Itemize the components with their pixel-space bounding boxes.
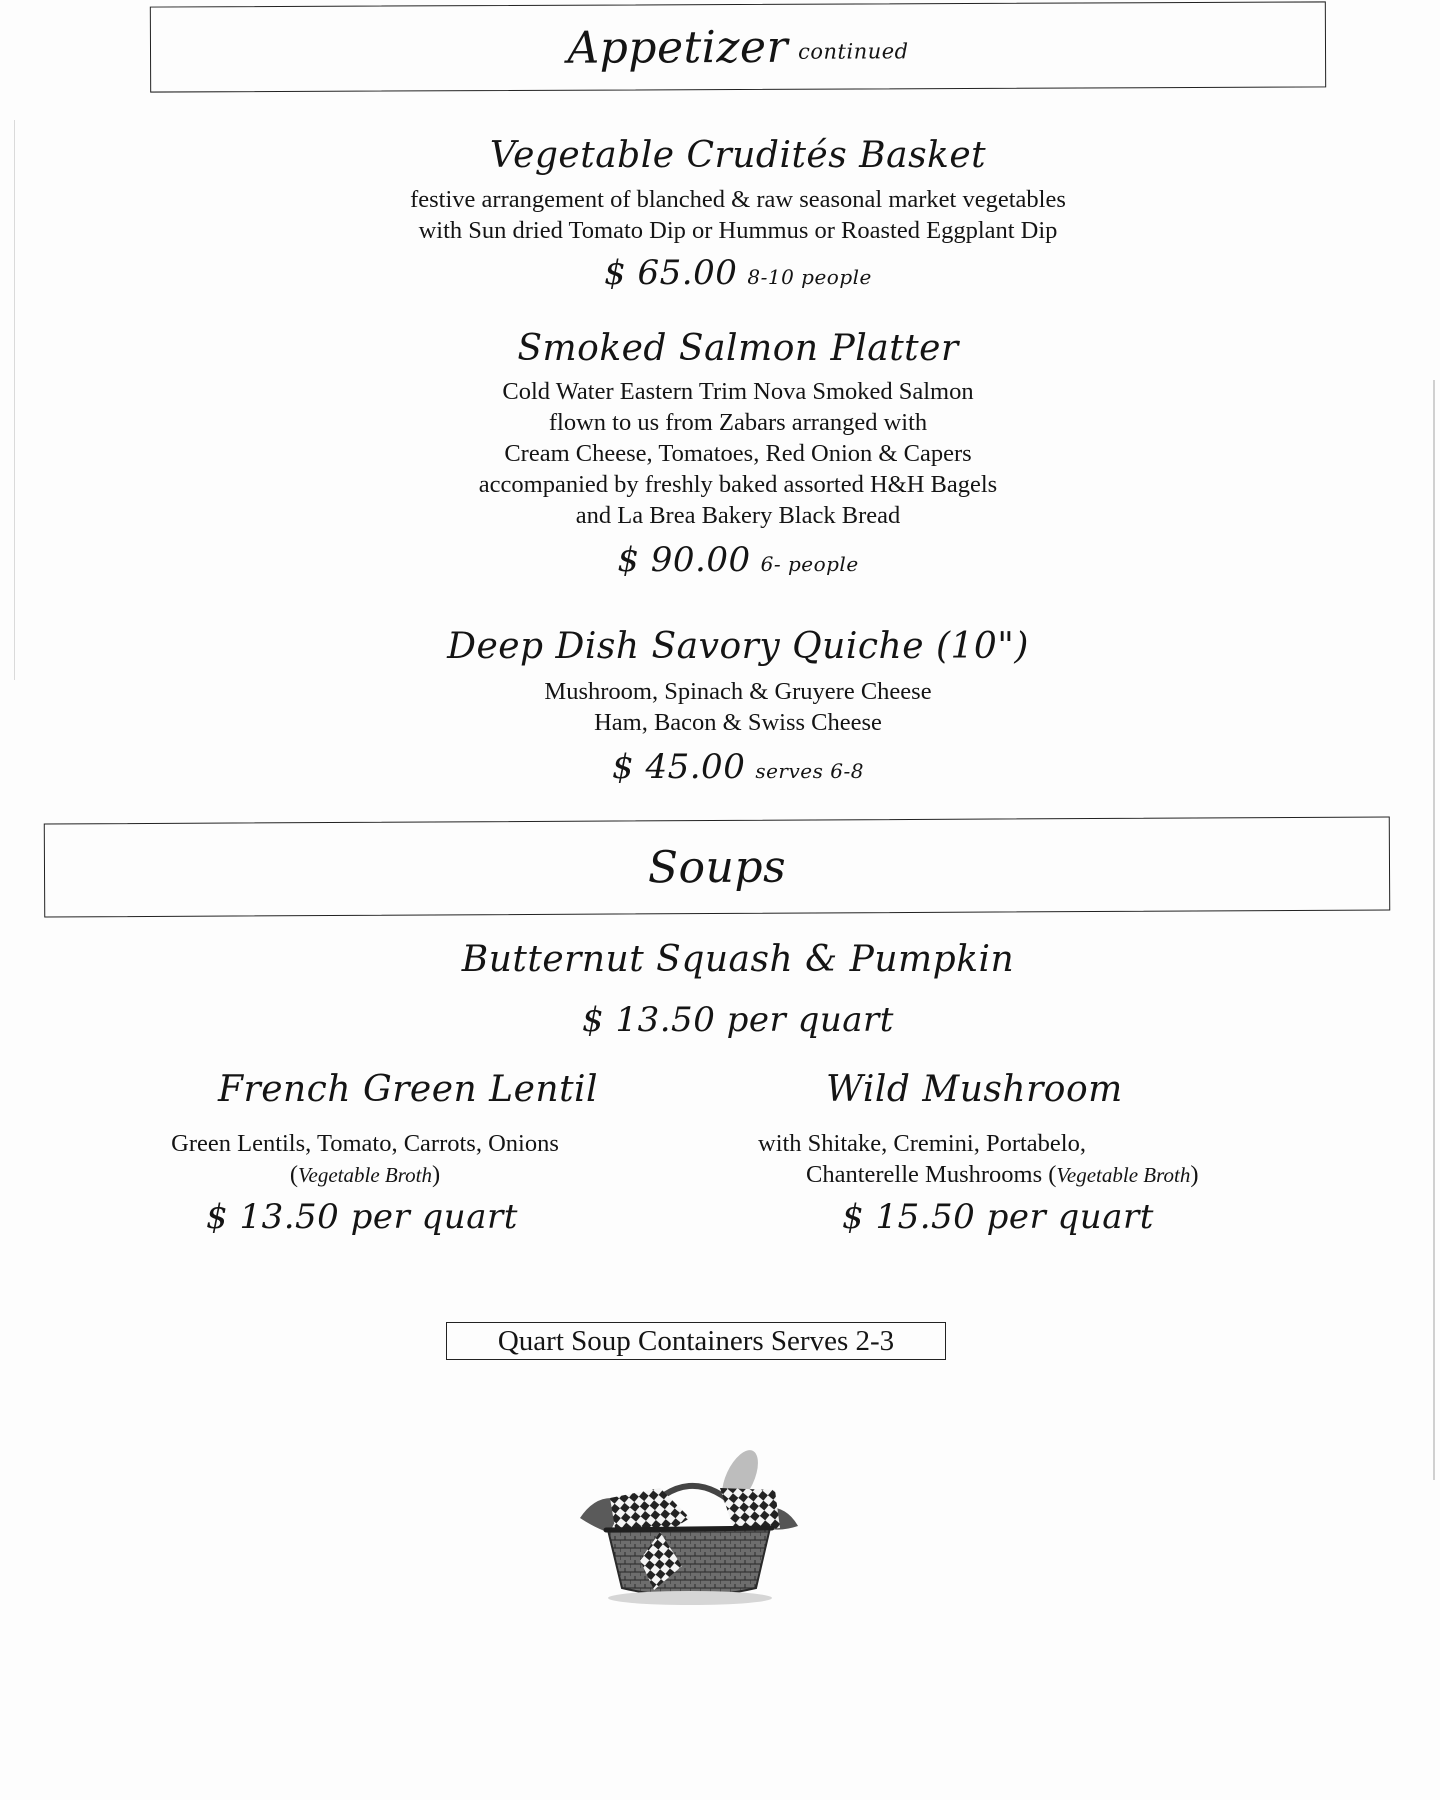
item-description-line: Green Lentils, Tomato, Carrots, Onions bbox=[171, 1130, 559, 1157]
item-serving-note: serves 6-8 bbox=[755, 759, 864, 783]
item-description-line: with Shitake, Cremini, Portabelo, bbox=[758, 1130, 1086, 1157]
item-description-line: Mushroom, Spinach & Gruyere Cheese bbox=[544, 678, 932, 705]
item-price: $ 90.00 bbox=[617, 540, 751, 580]
appetizer-section-header bbox=[150, 1, 1326, 92]
scan-edge-right bbox=[1433, 380, 1435, 1480]
item-title: French Green Lentil bbox=[218, 1069, 599, 1110]
picnic-basket-icon bbox=[570, 1448, 806, 1608]
quart-serving-note: Quart Soup Containers Serves 2-3 bbox=[446, 1322, 946, 1360]
item-broth: Vegetable Broth bbox=[1056, 1163, 1191, 1187]
broth-paren: ( bbox=[289, 1161, 299, 1188]
soups-header-title: Soups bbox=[647, 841, 787, 893]
item-description-line: accompanied by freshly baked assorted H&H Bagels bbox=[478, 471, 998, 498]
item-price: $ 13.50 per quart bbox=[582, 1000, 894, 1040]
menu-item-quiche bbox=[220, 618, 1256, 790]
appetizer-header-title: Appetizer bbox=[567, 21, 789, 74]
soups-section-header bbox=[44, 816, 1390, 917]
item-description-line: with Sun dried Tomato Dip or Hummus or Roasted Eggplant Dip bbox=[418, 217, 1058, 244]
item-price: $ 15.50 per quart bbox=[842, 1197, 1154, 1237]
broth-paren: ) bbox=[1190, 1161, 1199, 1188]
item-broth-line bbox=[80, 1159, 650, 1191]
menu-item-butternut-soup bbox=[320, 930, 1156, 1050]
menu-item-crudites bbox=[220, 128, 1256, 296]
item-description-line: Ham, Bacon & Swiss Cheese bbox=[594, 709, 882, 736]
item-price: $ 45.00 bbox=[612, 747, 746, 787]
item-price: $ 13.50 per quart bbox=[206, 1197, 518, 1237]
item-title: Butternut Squash & Pumpkin bbox=[461, 939, 1015, 980]
item-description-line: flown to us from Zabars arranged with bbox=[548, 409, 928, 436]
item-description-line: Cold Water Eastern Trim Nova Smoked Salmon bbox=[502, 378, 974, 405]
item-description-text: Chanterelle Mushrooms ( bbox=[806, 1161, 1057, 1188]
item-broth: Vegetable Broth bbox=[298, 1163, 432, 1187]
item-description-line: festive arrangement of blanched & raw seasonal market vegetables bbox=[410, 186, 1066, 213]
appetizer-header-subtitle: continued bbox=[798, 39, 909, 64]
menu-item-mushroom-soup bbox=[740, 1060, 1320, 1243]
item-serving-note: 6- people bbox=[760, 552, 859, 576]
item-title: Deep Dish Savory Quiche (10") bbox=[447, 626, 1029, 667]
item-serving-note: 8-10 people bbox=[747, 265, 872, 289]
menu-item-smoked-salmon bbox=[220, 322, 1256, 583]
item-description-line: and La Brea Bakery Black Bread bbox=[575, 502, 901, 529]
item-description-line bbox=[740, 1159, 1320, 1191]
item-title: Wild Mushroom bbox=[826, 1069, 1123, 1110]
item-title: Vegetable Crudités Basket bbox=[489, 135, 987, 176]
item-title: Smoked Salmon Platter bbox=[517, 328, 959, 369]
item-description-line: Cream Cheese, Tomatoes, Red Onion & Capers bbox=[504, 440, 972, 467]
item-price: $ 65.00 bbox=[604, 253, 738, 293]
menu-item-lentil-soup bbox=[80, 1060, 650, 1243]
scan-edge-left bbox=[14, 120, 15, 680]
broth-paren: ) bbox=[431, 1161, 441, 1188]
